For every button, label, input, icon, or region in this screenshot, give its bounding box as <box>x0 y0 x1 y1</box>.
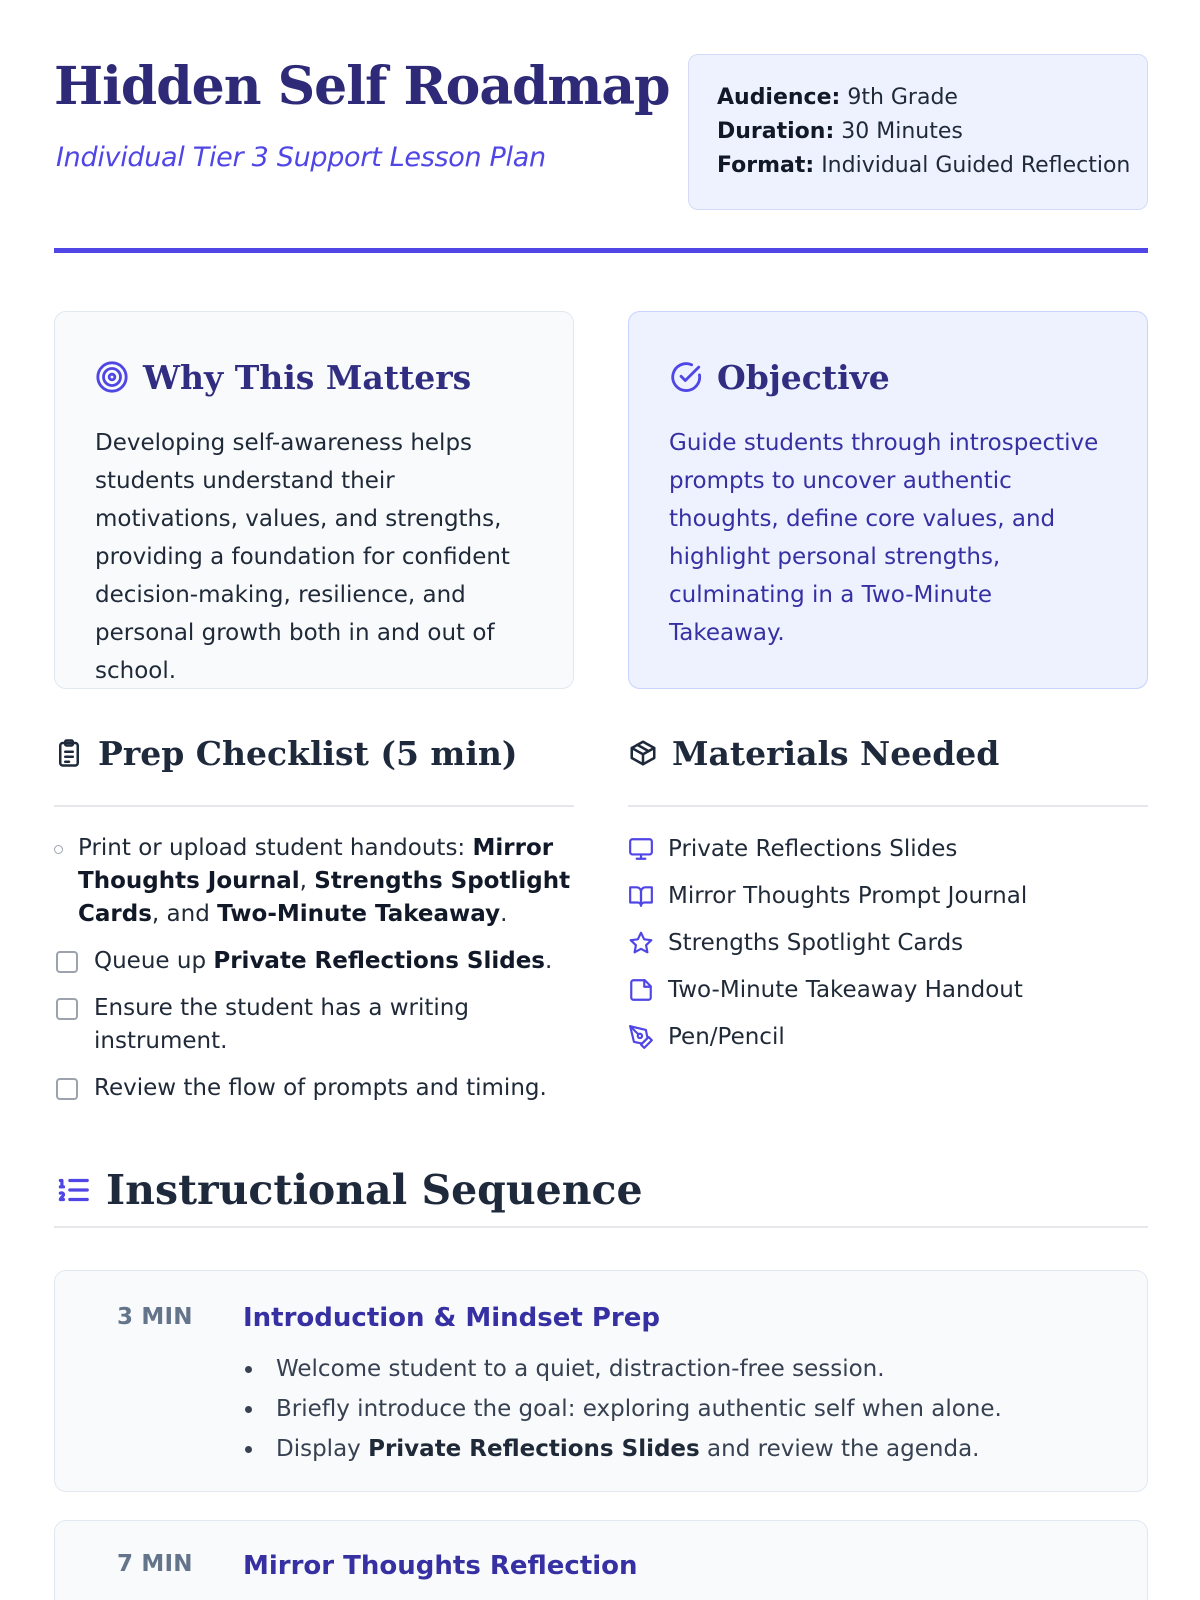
material-name: Strengths Spotlight Cards <box>78 868 571 927</box>
checklist-item[interactable] <box>54 945 574 978</box>
prep-checklist-title: Prep Checklist (5 min) <box>98 733 518 773</box>
check-circle-icon <box>669 360 703 394</box>
checkbox[interactable] <box>56 951 78 973</box>
material-item <box>628 926 1148 959</box>
book-open-icon <box>628 883 654 909</box>
meta-audience <box>717 81 1119 115</box>
sequence-step <box>54 1270 1148 1492</box>
header-divider <box>54 248 1148 253</box>
material-label: Private Reflections Slides <box>668 835 958 862</box>
prep-checklist <box>54 832 574 1119</box>
checkbox[interactable] <box>56 1078 78 1100</box>
materials-heading <box>628 731 999 775</box>
material-name: Two-Minute Takeaway <box>217 901 501 927</box>
step-title: Introduction & Mindset Prep <box>243 1303 660 1333</box>
materials-list <box>628 832 1148 1067</box>
meta-format <box>717 149 1131 183</box>
objective-card <box>628 311 1148 689</box>
text: Queue up <box>94 948 214 974</box>
checkbox[interactable] <box>56 998 78 1020</box>
materials-divider <box>628 805 1148 807</box>
text: Ensure the student has a writing instrument. <box>94 995 469 1054</box>
material-name: Mirror Thoughts Journal <box>78 835 554 894</box>
step-title: Mirror Thoughts Reflection <box>243 1551 638 1581</box>
sequence-title: Instructional Sequence <box>106 1166 643 1214</box>
sticky-note-icon <box>628 977 654 1003</box>
sequence-step <box>54 1520 1148 1600</box>
box-icon <box>628 738 658 768</box>
header <box>54 52 1148 256</box>
objective-card-title: Objective <box>717 357 890 397</box>
target-icon <box>95 360 129 394</box>
why-card-title: Why This Matters <box>143 357 472 397</box>
lesson-meta-box <box>688 54 1148 210</box>
meta-value: 30 Minutes <box>841 119 963 144</box>
meta-label: Audience: <box>717 85 841 110</box>
sequence-divider <box>54 1226 1148 1228</box>
materials-title: Materials Needed <box>672 733 1000 773</box>
page-subtitle: Individual Tier 3 Support Lesson Plan <box>56 142 546 173</box>
checklist-item[interactable] <box>54 992 574 1058</box>
material-label: Mirror Thoughts Prompt Journal <box>668 882 1028 909</box>
why-card-heading <box>95 352 533 402</box>
material-label: Strengths Spotlight Cards <box>668 929 964 956</box>
why-this-matters-card <box>54 311 574 689</box>
meta-label: Format: <box>717 153 815 178</box>
objective-card-body: Guide students through introspective prompts to uncover authentic thoughts, define core values, and highlight personal strengths, culminating in a Two-Minute Takeaway. <box>669 430 1099 646</box>
star-icon <box>628 930 654 956</box>
meta-value: 9th Grade <box>847 85 958 110</box>
prep-checklist-heading <box>54 731 517 775</box>
list-item: Welcome student to a quiet, distraction-free session. <box>243 1349 1002 1389</box>
meta-duration <box>717 115 1119 149</box>
objective-card-heading <box>669 352 1107 402</box>
checklist-item[interactable] <box>54 1072 574 1105</box>
text: . <box>544 948 553 974</box>
text: Print or upload student handouts: <box>78 835 473 861</box>
material-item <box>628 879 1148 912</box>
circle-bullet-icon <box>54 845 63 854</box>
list-item <box>243 1429 1002 1469</box>
checklist-item <box>54 832 574 931</box>
page-title: Hidden Self Roadmap <box>54 56 670 117</box>
material-label: Two-Minute Takeaway Handout <box>668 976 1023 1003</box>
monitor-icon <box>628 836 654 862</box>
material-item <box>628 1020 1148 1053</box>
material-name: Private Reflections Slides <box>368 1436 700 1462</box>
why-card-body: Developing self-awareness helps students understand their motivations, values, and strengths, providing a foundation for confident decision-making, resilience, and personal growth both in and out of school. <box>95 430 510 684</box>
pen-tool-icon <box>628 1024 654 1050</box>
material-item <box>628 973 1148 1006</box>
text: Display <box>276 1436 369 1462</box>
text: Review the flow of prompts and timing. <box>94 1075 547 1101</box>
step-duration: 3 MIN <box>117 1304 193 1330</box>
list-item: Briefly introduce the goal: exploring authentic self when alone. <box>243 1389 1002 1429</box>
step-bullets <box>243 1349 1002 1469</box>
material-item <box>628 832 1148 865</box>
sequence-heading <box>54 1162 643 1218</box>
material-name: Private Reflections Slides <box>213 948 545 974</box>
text: . <box>500 901 508 927</box>
meta-label: Duration: <box>717 119 835 144</box>
text: , <box>299 868 315 894</box>
step-duration: 7 MIN <box>117 1551 193 1577</box>
list-ordered-icon <box>54 1171 92 1209</box>
material-label: Pen/Pencil <box>668 1023 785 1050</box>
clipboard-icon <box>54 738 84 768</box>
meta-value: Individual Guided Reflection <box>821 153 1131 178</box>
text: , and <box>151 901 218 927</box>
text: and review the agenda. <box>699 1436 980 1462</box>
prep-divider <box>54 805 574 807</box>
